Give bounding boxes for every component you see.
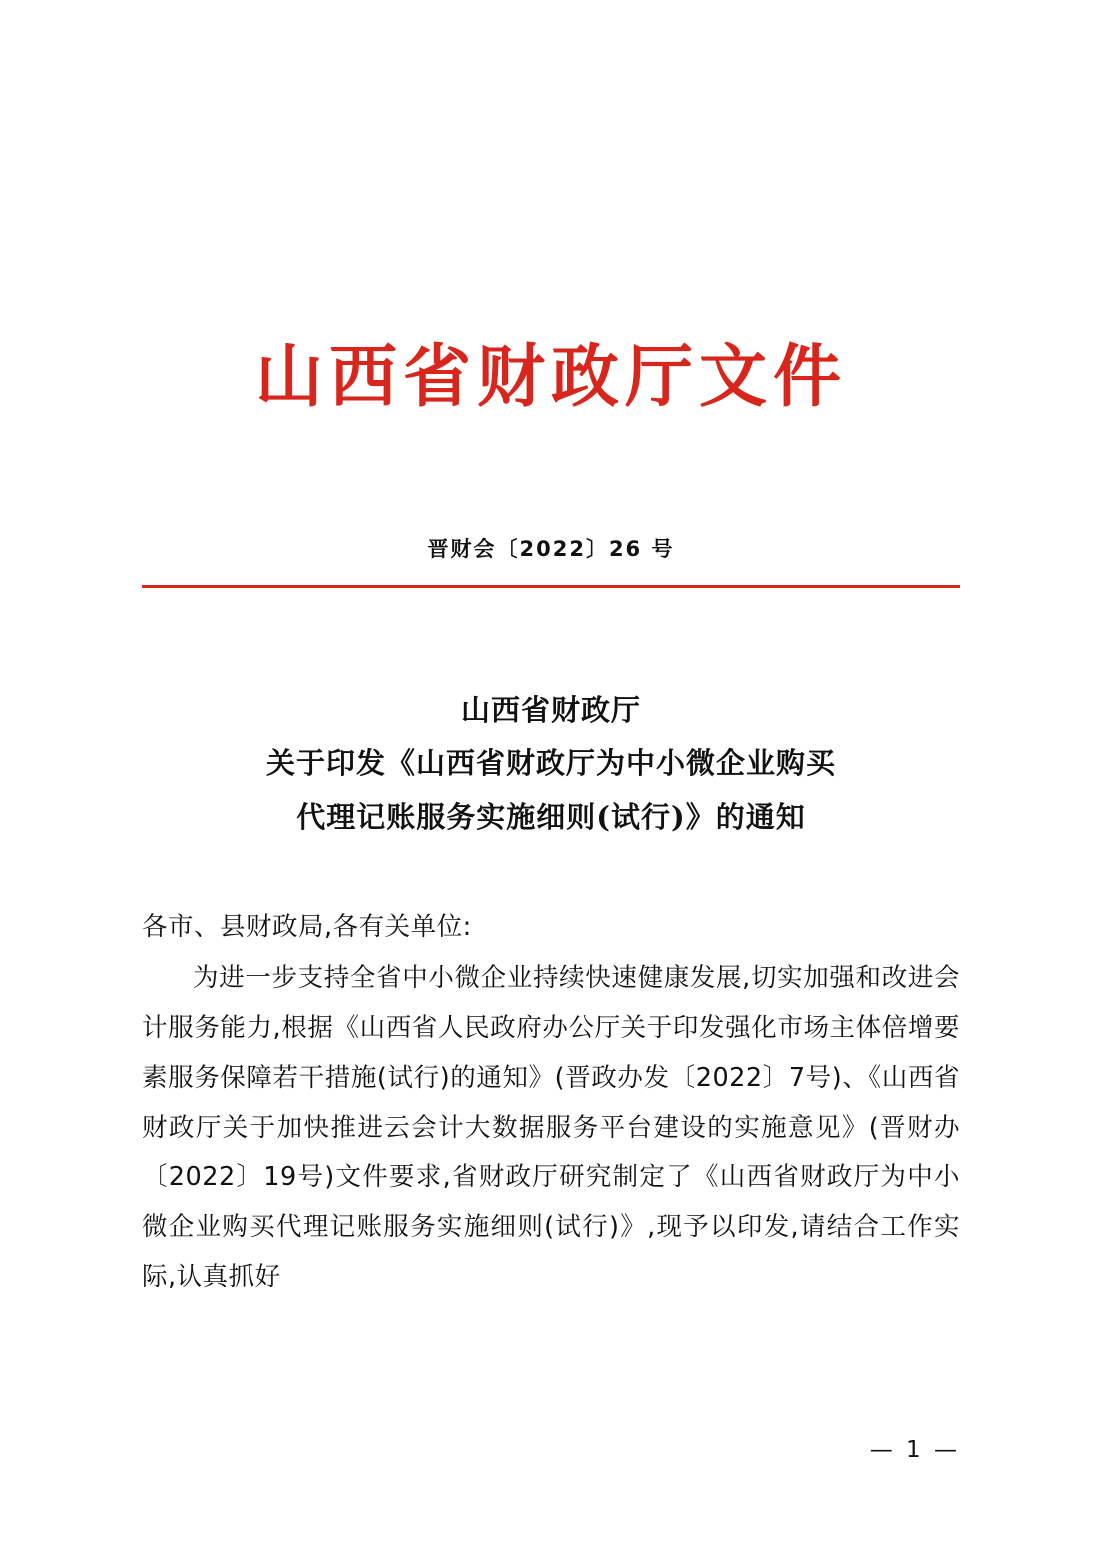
document-title-line-3: 代理记账服务实施细则(试行)》的通知: [296, 800, 806, 835]
page-number: — 1 —: [869, 1437, 960, 1463]
masthead-title: 山西省财政厅文件: [254, 337, 847, 417]
salutation: 各市、县财政局,各有关单位:: [142, 911, 472, 942]
document-number-row: [142, 533, 960, 563]
red-divider-rule: [142, 585, 960, 588]
document-title: [142, 684, 960, 845]
document-title-line-2: 关于印发《山西省财政厅为中小微企业购买: [265, 746, 836, 781]
document-body: [142, 903, 960, 1303]
document-title-line-1: 山西省财政厅: [460, 692, 641, 727]
body-paragraph-1: 为进一步支持全省中小微企业持续快速健康发展,切实加强和改进会计服务能力,根据《山西省人民政府办公厅关于印发强化市场主体倍增要素服务保障若干措施(试行)的通知》(晋政办发〔2022〕7号)、《山西省财政厅关于加快推进云会计大数据服务平台建设的实施意见》(晋财办〔2022〕19号)文件要求,省财政厅研究制定了《山西省财政厅为中小微企业购买代理记账服务实施细则(试行)》,现予以印发,请结合工作实际,认真抓好: [142, 963, 960, 1292]
masthead: [142, 0, 960, 415]
document-number: 晋财会〔2022〕26 号: [427, 536, 675, 561]
